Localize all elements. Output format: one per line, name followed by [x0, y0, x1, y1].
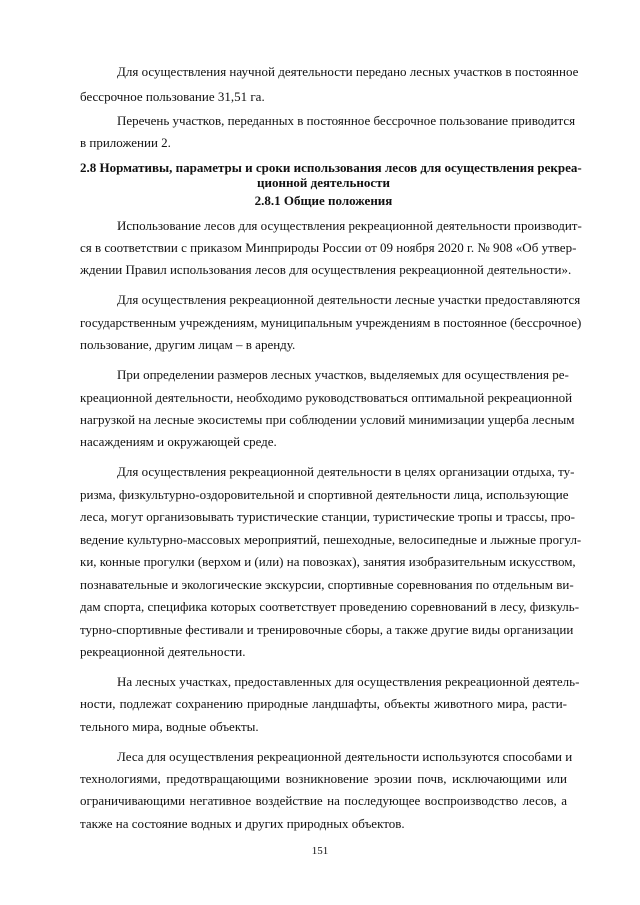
text-line: леса, могут организовывать туристические станции, туристические тропы и трассы, про-	[80, 509, 575, 524]
text-line: Использование лесов для осуществления рекреационной деятельности производит-	[117, 218, 582, 233]
text-line: Леса для осуществления рекреационной деятельности используются способами и	[117, 749, 573, 764]
page-number: 151	[311, 845, 329, 857]
text-line: нагрузкой на лесные экосистемы при соблюдении условий минимизации ущерба лесным	[80, 412, 575, 427]
text-line: познавательные и экологические экскурсии, спортивные соревнования по отдельным ви-	[80, 577, 574, 592]
text-line: Для осуществления рекреационной деятельности в целях организации отдыха, ту-	[117, 464, 575, 479]
text-line: в приложении 2.	[80, 135, 171, 150]
text-line: ки, конные прогулки (верхом и (или) на повозках), занятия изобразительным искусством,	[80, 554, 576, 569]
text-line: Перечень участков, переданных в постоянное бессрочное пользование приводится	[117, 113, 576, 128]
text-line: бессрочное пользование 31,51 га.	[80, 89, 265, 104]
section-heading: ционной деятельности	[256, 175, 391, 190]
text-line: ведение культурно-массовых мероприятий, пешеходные, велосипедные и лыжные прогул-	[80, 532, 582, 547]
text-line: На лесных участках, предоставленных для осуществления рекреационной деятель-	[117, 674, 580, 689]
text-line: также на состояние водных и других природных объектов.	[80, 816, 405, 831]
text-line: рекреационной деятельности.	[80, 644, 246, 659]
text-line: ся в соответствии с приказом Минприроды России от 09 ноября 2020 г. № 908 «Об утвер-	[80, 240, 577, 255]
text-line: ограничивающими негативное воздействие на последующее воспроизводство лесов, а	[80, 793, 567, 808]
subsection-heading: 2.8.1 Общие положения	[254, 193, 393, 208]
text-line: дам спорта, специфика которых соответствует проведению соревнований в лесу, физкуль-	[80, 599, 580, 614]
text-line: ности, подлежат сохранению природные ландшафты, объекты животного мира, расти-	[80, 696, 567, 711]
text-line: Для осуществления рекреационной деятельности лесные участки предоставляются	[117, 292, 581, 307]
text-line: При определении размеров лесных участков, выделяемых для осуществления ре-	[117, 367, 569, 382]
text-line: Для осуществления научной деятельности передано лесных участков в постоянное	[117, 64, 579, 79]
text-line: тельного мира, водные объекты.	[80, 719, 259, 734]
text-line: государственным учреждениям, муниципальным учреждениям в постоянное (бессрочное)	[80, 315, 582, 330]
text-line: ждении Правил использования лесов для осуществления рекреационной деятельности».	[80, 262, 572, 277]
text-line: ризма, физкультурно-оздоровительной и спортивной деятельности лица, использующие	[80, 487, 569, 502]
text-line: пользование, другим лицам – в аренду.	[80, 337, 296, 352]
section-heading: 2.8 Нормативы, параметры и сроки использования лесов для осуществления рекреа-	[80, 160, 582, 175]
text-line: насаждениям и окружающей среде.	[80, 434, 277, 449]
text-line: турно-спортивные фестивали и тренировочные сборы, а также другие виды организации	[80, 622, 574, 637]
text-line: креационной деятельности, необходимо руководствоваться оптимальной рекреационной	[80, 390, 573, 405]
text-line: технологиями, предотвращающими возникновение эрозии почв, исключающими или	[80, 771, 567, 786]
